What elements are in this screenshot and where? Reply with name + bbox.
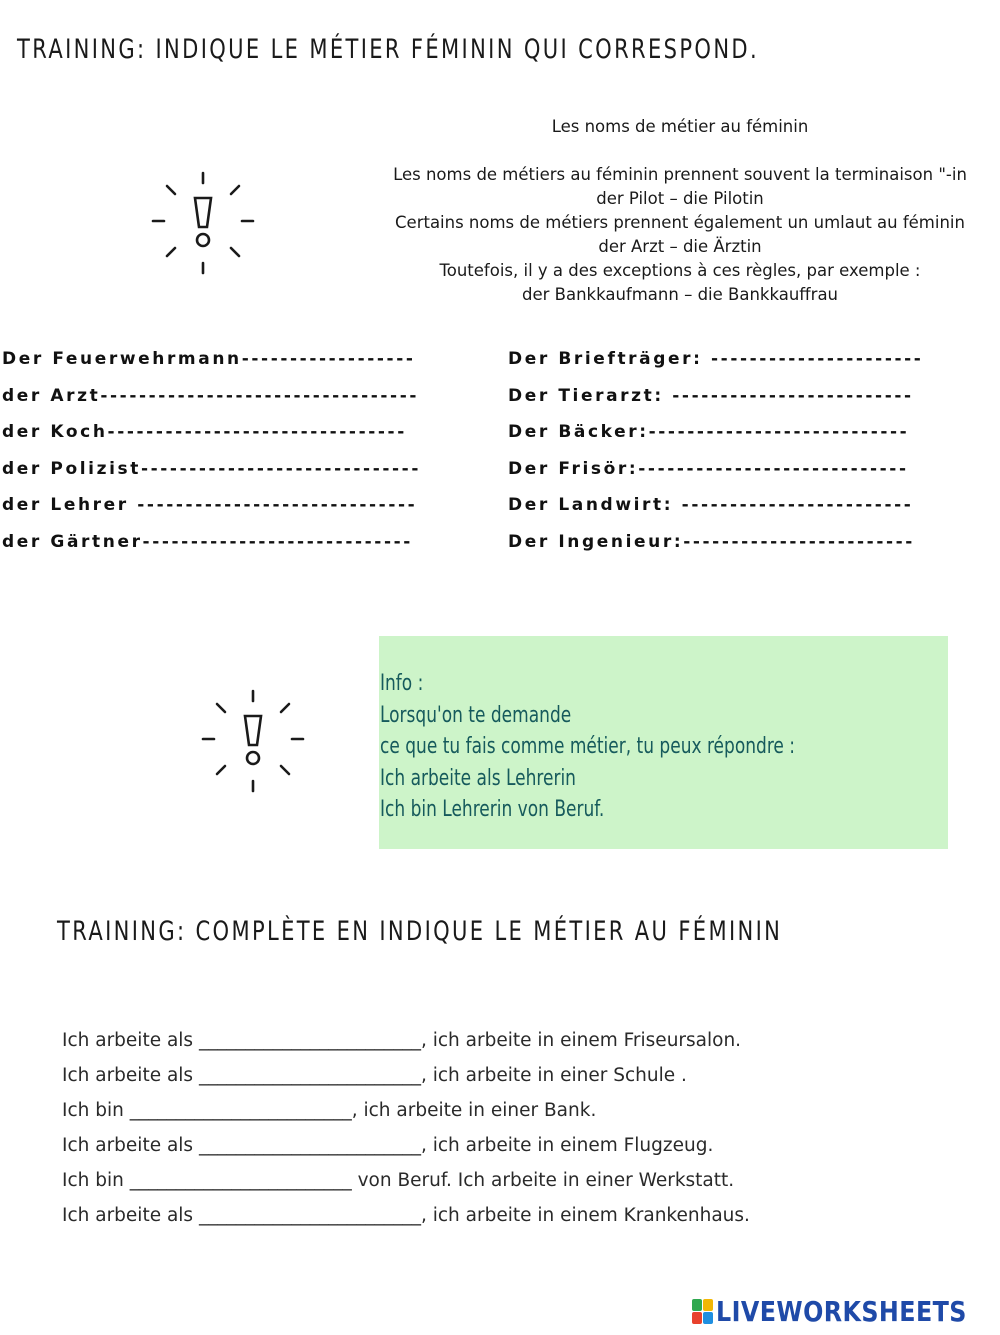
exercise-sentence: Ich bin ________________________, ich arbeite in einer Bank. <box>62 1100 597 1121</box>
worksheet-title-2: TRAINING: COMPLÈTE EN INDIQUE LE MÉTIER AU FÉMININ <box>57 916 783 947</box>
info-line: der Pilot – die Pilotin <box>596 189 764 208</box>
vocab-list-right <box>508 346 978 566</box>
vocab-item: der Koch------------------------------- <box>2 422 407 443</box>
vocab-item: Der Bäcker:--------------------------- <box>508 422 910 443</box>
info-box-line: Lorsqu'on te demande <box>380 702 572 728</box>
exclamation-bulb-icon <box>200 688 306 794</box>
info-line: Certains noms de métiers prennent également un umlaut au féminin <box>395 213 965 232</box>
exclamation-bulb-icon <box>150 170 256 276</box>
logo-mark-square <box>692 1299 702 1311</box>
info-line: Toutefois, il y a des exceptions à ces règles, par exemple : <box>439 261 921 280</box>
vocab-item: Der Briefträger: ---------------------- <box>508 349 924 369</box>
vocab-item: der Arzt--------------------------------- <box>2 385 419 406</box>
logo-mark-icon <box>692 1299 713 1324</box>
exercise-sentence: Ich bin ________________________ von Beruf. Ich arbeite in einer Werkstatt. <box>62 1170 735 1191</box>
vocab-item: Der Tierarzt: ------------------------- <box>508 385 914 406</box>
info-box-line: ce que tu fais comme métier, tu peux répondre : <box>380 734 796 760</box>
worksheet-title-1: TRAINING: INDIQUE LE MÉTIER FÉMININ QUI CORRESPOND. <box>17 34 760 65</box>
logo-mark-square <box>692 1312 702 1324</box>
logo-mark-square <box>703 1312 713 1324</box>
vocab-item: Der Ingenieur:------------------------ <box>508 531 915 552</box>
info-line: der Arzt – die Ärztin <box>598 237 762 256</box>
exercise-sentence: Ich arbeite als ________________________, ich arbeite in einem Friseursalon. <box>62 1030 742 1051</box>
exercise-sentence: Ich arbeite als ________________________, ich arbeite in einem Flugzeug. <box>62 1135 714 1156</box>
vocab-item: Der Feuerwehrmann------------------ <box>2 349 416 369</box>
vocab-item: der Gärtner---------------------------- <box>2 531 413 552</box>
feminine-rules-text <box>330 115 1000 307</box>
exercise-sentence: Ich arbeite als ________________________, ich arbeite in einer Schule . <box>62 1065 687 1086</box>
fill-in-exercise <box>62 1028 962 1238</box>
liveworksheets-logo[interactable] <box>692 1296 1000 1326</box>
logo-mark-square <box>703 1299 713 1311</box>
logo-text: LIVEWORKSHEETS <box>716 1294 967 1328</box>
vocab-item: Der Landwirt: ------------------------ <box>508 495 914 516</box>
info-box-line: Info : <box>380 671 424 696</box>
info-line: der Bankkaufmann – die Bankkauffrau <box>521 285 839 304</box>
info-heading: Les noms de métier au féminin <box>551 117 809 136</box>
info-box-line: Ich arbeite als Lehrerin <box>380 765 576 791</box>
info-box-line: Ich bin Lehrerin von Beruf. <box>380 797 605 823</box>
info-box <box>379 636 948 849</box>
vocab-list-left <box>2 346 472 566</box>
exercise-sentence: Ich arbeite als ________________________, ich arbeite in einem Krankenhaus. <box>62 1205 750 1226</box>
info-line: Les noms de métiers au féminin prennent souvent la terminaison "-in <box>393 165 967 184</box>
vocab-item: der Lehrer ----------------------------- <box>2 495 418 516</box>
vocab-item: Der Frisör:---------------------------- <box>508 458 909 479</box>
vocab-item: der Polizist----------------------------- <box>2 458 421 479</box>
